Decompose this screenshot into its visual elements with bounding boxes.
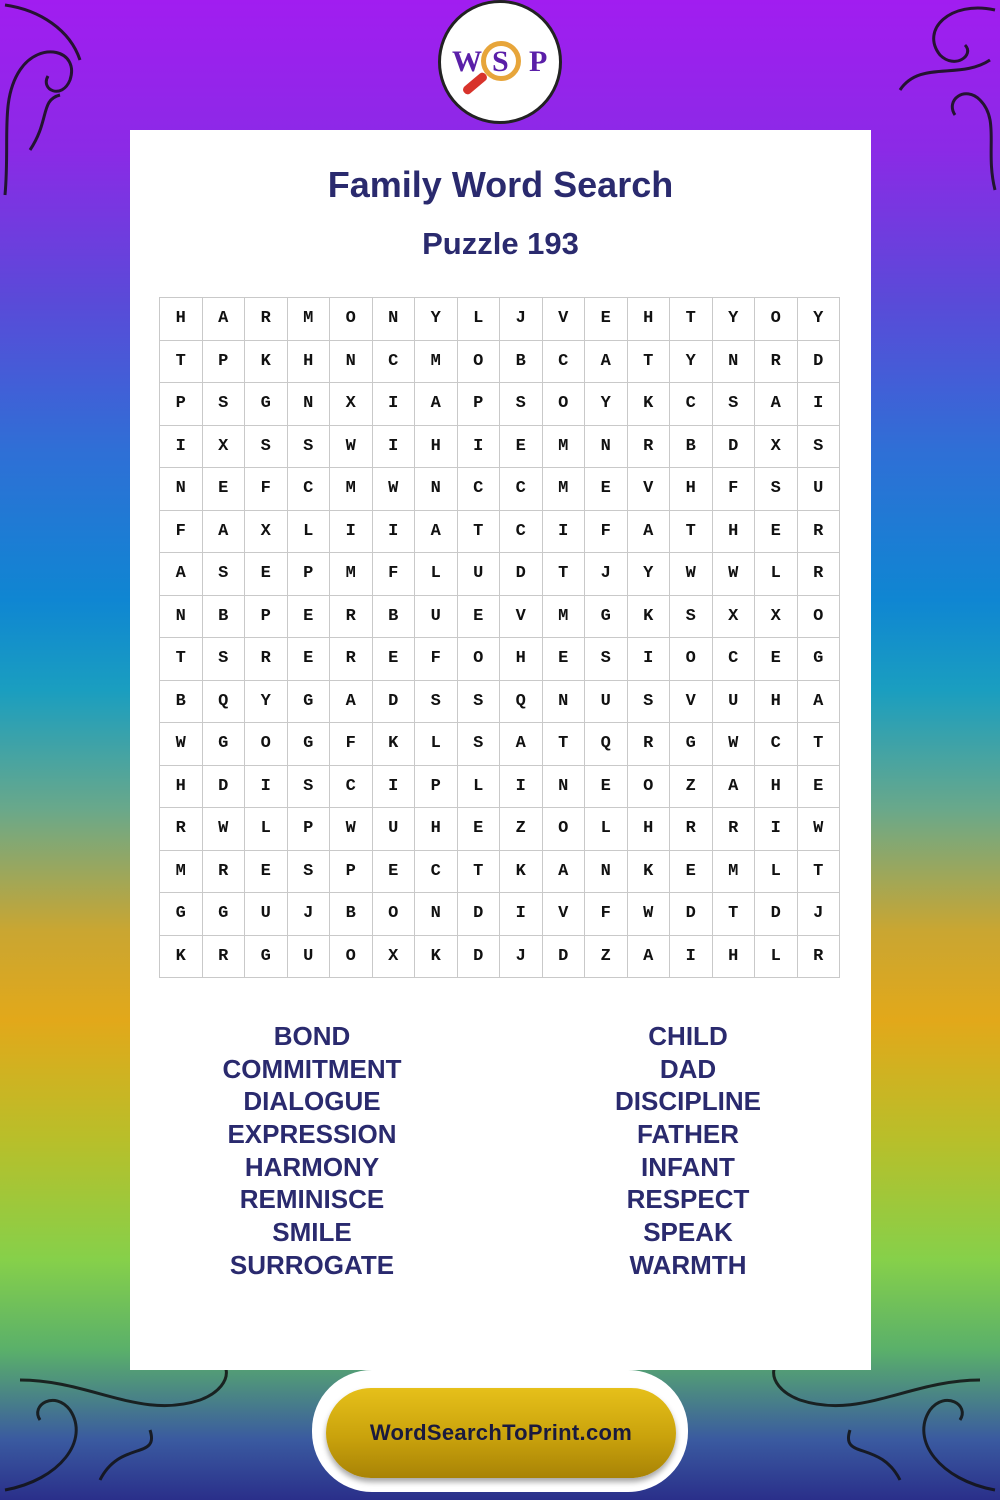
grid-cell[interactable]: D bbox=[458, 936, 501, 979]
grid-cell[interactable]: O bbox=[330, 936, 373, 979]
grid-cell[interactable]: T bbox=[160, 638, 203, 681]
grid-cell[interactable]: U bbox=[798, 468, 841, 511]
grid-cell[interactable]: E bbox=[288, 638, 331, 681]
grid-cell[interactable]: R bbox=[330, 638, 373, 681]
grid-cell[interactable]: P bbox=[160, 383, 203, 426]
grid-cell[interactable]: O bbox=[670, 638, 713, 681]
grid-cell[interactable]: F bbox=[245, 468, 288, 511]
grid-cell[interactable]: J bbox=[288, 893, 331, 936]
grid-cell[interactable]: F bbox=[373, 553, 416, 596]
grid-cell[interactable]: O bbox=[628, 766, 671, 809]
grid-cell[interactable]: A bbox=[713, 766, 756, 809]
grid-cell[interactable]: A bbox=[628, 511, 671, 554]
grid-cell[interactable]: S bbox=[203, 383, 246, 426]
grid-cell[interactable]: E bbox=[543, 638, 586, 681]
word-list-item: DAD bbox=[659, 1053, 717, 1084]
grid-cell[interactable]: S bbox=[288, 426, 331, 469]
grid-cell[interactable]: K bbox=[500, 851, 543, 894]
grid-cell[interactable]: E bbox=[458, 596, 501, 639]
grid-cell[interactable]: A bbox=[798, 681, 841, 724]
grid-cell[interactable]: I bbox=[798, 383, 841, 426]
grid-cell[interactable]: O bbox=[373, 893, 416, 936]
word-list-item: BOND bbox=[273, 1021, 351, 1051]
grid-cell[interactable]: W bbox=[160, 723, 203, 766]
grid-cell[interactable]: K bbox=[628, 596, 671, 639]
grid-cell[interactable]: G bbox=[245, 383, 288, 426]
word-list-item: SPEAK bbox=[643, 1217, 733, 1248]
grid-cell[interactable]: X bbox=[203, 426, 246, 469]
grid-cell[interactable]: N bbox=[415, 468, 458, 511]
grid-cell[interactable]: I bbox=[543, 511, 586, 554]
grid-cell[interactable]: I bbox=[245, 766, 288, 809]
grid-cell[interactable]: E bbox=[203, 468, 246, 511]
grid-cell[interactable]: S bbox=[203, 638, 246, 681]
grid-cell[interactable]: W bbox=[628, 893, 671, 936]
grid-cell[interactable]: T bbox=[543, 553, 586, 596]
word-list-left-column bbox=[162, 1020, 462, 1282]
grid-cell[interactable]: V bbox=[543, 893, 586, 936]
grid-cell[interactable]: H bbox=[288, 341, 331, 384]
grid-cell[interactable]: M bbox=[543, 468, 586, 511]
word-list-item: COMMITMENT bbox=[222, 1053, 402, 1084]
grid-cell[interactable]: F bbox=[585, 893, 628, 936]
grid-cell[interactable]: Y bbox=[798, 298, 841, 341]
grid-cell[interactable]: S bbox=[288, 851, 331, 894]
grid-cell[interactable]: S bbox=[245, 426, 288, 469]
grid-cell[interactable]: R bbox=[713, 808, 756, 851]
grid-cell[interactable]: W bbox=[713, 723, 756, 766]
grid-cell[interactable]: U bbox=[713, 681, 756, 724]
grid-cell[interactable]: T bbox=[458, 851, 501, 894]
logo-letter-p: P bbox=[529, 45, 548, 78]
grid-cell[interactable]: O bbox=[798, 596, 841, 639]
grid-cell[interactable]: J bbox=[798, 893, 841, 936]
word-list-item: DIALOGUE bbox=[243, 1086, 381, 1117]
grid-cell[interactable]: R bbox=[755, 341, 798, 384]
grid-cell[interactable]: E bbox=[245, 553, 288, 596]
grid-cell[interactable]: W bbox=[203, 808, 246, 851]
grid-cell[interactable]: D bbox=[373, 681, 416, 724]
grid-cell[interactable]: D bbox=[203, 766, 246, 809]
grid-cell[interactable]: L bbox=[755, 851, 798, 894]
grid-cell[interactable]: L bbox=[585, 808, 628, 851]
grid-cell[interactable]: T bbox=[670, 298, 713, 341]
grid-cell[interactable]: A bbox=[203, 298, 246, 341]
grid-cell[interactable]: R bbox=[798, 936, 841, 979]
grid-cell[interactable]: K bbox=[245, 341, 288, 384]
grid-cell[interactable]: E bbox=[288, 596, 331, 639]
grid-cell[interactable]: S bbox=[755, 468, 798, 511]
grid-cell[interactable]: D bbox=[755, 893, 798, 936]
grid-cell[interactable]: T bbox=[543, 723, 586, 766]
grid-cell[interactable]: N bbox=[713, 341, 756, 384]
grid-cell[interactable]: U bbox=[585, 681, 628, 724]
word-list-item: DISCIPLINE bbox=[615, 1086, 761, 1117]
grid-cell[interactable]: G bbox=[245, 936, 288, 979]
grid-cell[interactable]: C bbox=[755, 723, 798, 766]
grid-cell[interactable]: U bbox=[415, 596, 458, 639]
grid-cell[interactable]: E bbox=[670, 851, 713, 894]
grid-cell[interactable]: F bbox=[330, 723, 373, 766]
grid-cell[interactable]: H bbox=[415, 426, 458, 469]
grid-cell[interactable]: I bbox=[458, 426, 501, 469]
grid-cell[interactable]: R bbox=[245, 298, 288, 341]
grid-cell[interactable]: R bbox=[670, 808, 713, 851]
grid-cell[interactable]: T bbox=[713, 893, 756, 936]
grid-cell[interactable]: I bbox=[373, 426, 416, 469]
grid-cell[interactable]: K bbox=[628, 851, 671, 894]
grid-cell[interactable]: H bbox=[713, 936, 756, 979]
grid-cell[interactable]: L bbox=[755, 936, 798, 979]
puzzle-panel bbox=[130, 130, 871, 1370]
grid-cell[interactable]: H bbox=[755, 766, 798, 809]
grid-cell[interactable]: X bbox=[755, 426, 798, 469]
grid-cell[interactable]: X bbox=[373, 936, 416, 979]
grid-cell[interactable]: W bbox=[798, 808, 841, 851]
grid-cell[interactable]: C bbox=[415, 851, 458, 894]
grid-cell[interactable]: L bbox=[458, 766, 501, 809]
grid-cell[interactable]: I bbox=[373, 511, 416, 554]
grid-cell[interactable]: A bbox=[415, 383, 458, 426]
grid-cell[interactable]: F bbox=[160, 511, 203, 554]
grid-cell[interactable]: S bbox=[415, 681, 458, 724]
grid-cell[interactable]: H bbox=[670, 468, 713, 511]
grid-cell[interactable]: C bbox=[713, 638, 756, 681]
grid-cell[interactable]: J bbox=[500, 298, 543, 341]
grid-cell[interactable]: N bbox=[415, 893, 458, 936]
grid-cell[interactable]: Q bbox=[585, 723, 628, 766]
grid-cell[interactable]: B bbox=[373, 596, 416, 639]
grid-cell[interactable]: Q bbox=[500, 681, 543, 724]
word-list-right-column bbox=[538, 1020, 838, 1282]
grid-cell[interactable]: E bbox=[585, 766, 628, 809]
grid-cell[interactable]: G bbox=[670, 723, 713, 766]
grid-cell[interactable]: E bbox=[755, 511, 798, 554]
grid-cell[interactable]: N bbox=[543, 766, 586, 809]
grid-cell[interactable]: B bbox=[500, 341, 543, 384]
grid-cell[interactable]: M bbox=[543, 596, 586, 639]
grid-cell[interactable]: X bbox=[755, 596, 798, 639]
logo-letter-w: W bbox=[452, 45, 482, 78]
grid-cell[interactable]: O bbox=[330, 298, 373, 341]
grid-cell[interactable]: E bbox=[798, 766, 841, 809]
grid-cell[interactable]: F bbox=[415, 638, 458, 681]
grid-cell[interactable]: X bbox=[713, 596, 756, 639]
grid-cell[interactable]: E bbox=[585, 298, 628, 341]
grid-cell[interactable]: R bbox=[330, 596, 373, 639]
grid-cell[interactable]: H bbox=[755, 681, 798, 724]
grid-cell[interactable]: S bbox=[798, 426, 841, 469]
corner-ornament-top-left bbox=[0, 0, 140, 200]
grid-cell[interactable]: L bbox=[458, 298, 501, 341]
grid-cell[interactable]: R bbox=[203, 851, 246, 894]
website-label: WordSearchToPrint.com bbox=[369, 1420, 633, 1445]
letter-grid bbox=[159, 297, 840, 978]
grid-cell[interactable]: S bbox=[500, 383, 543, 426]
grid-cell[interactable]: S bbox=[713, 383, 756, 426]
grid-cell[interactable]: O bbox=[755, 298, 798, 341]
grid-cell[interactable]: K bbox=[373, 723, 416, 766]
word-list-item: RESPECT bbox=[626, 1184, 750, 1215]
grid-cell[interactable]: H bbox=[415, 808, 458, 851]
grid-cell[interactable]: P bbox=[415, 766, 458, 809]
grid-cell[interactable]: H bbox=[628, 808, 671, 851]
grid-cell[interactable]: A bbox=[160, 553, 203, 596]
grid-cell[interactable]: O bbox=[458, 638, 501, 681]
word-list-item: CHILD bbox=[648, 1021, 728, 1051]
grid-cell[interactable]: B bbox=[330, 893, 373, 936]
grid-cell[interactable]: F bbox=[585, 511, 628, 554]
grid-cell[interactable]: W bbox=[670, 553, 713, 596]
grid-cell[interactable]: A bbox=[755, 383, 798, 426]
website-button[interactable] bbox=[326, 1388, 676, 1478]
grid-cell[interactable]: D bbox=[543, 936, 586, 979]
grid-cell[interactable]: N bbox=[160, 468, 203, 511]
grid-cell[interactable]: P bbox=[330, 851, 373, 894]
grid-cell[interactable]: L bbox=[288, 511, 331, 554]
grid-cell[interactable]: A bbox=[585, 341, 628, 384]
grid-cell[interactable]: P bbox=[458, 383, 501, 426]
grid-cell[interactable]: Y bbox=[415, 298, 458, 341]
grid-cell[interactable]: G bbox=[203, 723, 246, 766]
grid-cell[interactable]: Y bbox=[628, 553, 671, 596]
grid-cell[interactable]: E bbox=[500, 426, 543, 469]
logo-letter-s: S bbox=[492, 45, 509, 78]
grid-cell[interactable]: G bbox=[160, 893, 203, 936]
grid-cell[interactable]: I bbox=[373, 766, 416, 809]
grid-cell[interactable]: S bbox=[458, 723, 501, 766]
word-list-item: REMINISCE bbox=[239, 1184, 385, 1215]
grid-cell[interactable]: Z bbox=[585, 936, 628, 979]
grid-cell[interactable]: N bbox=[330, 341, 373, 384]
grid-cell[interactable]: H bbox=[628, 298, 671, 341]
grid-cell[interactable]: W bbox=[330, 808, 373, 851]
grid-cell[interactable]: R bbox=[245, 638, 288, 681]
grid-cell[interactable]: A bbox=[628, 936, 671, 979]
grid-cell[interactable]: M bbox=[543, 426, 586, 469]
grid-cell[interactable]: H bbox=[160, 298, 203, 341]
grid-cell[interactable]: B bbox=[203, 596, 246, 639]
grid-cell[interactable]: Z bbox=[670, 766, 713, 809]
grid-cell[interactable]: H bbox=[160, 766, 203, 809]
grid-cell[interactable]: N bbox=[585, 851, 628, 894]
grid-cell[interactable]: C bbox=[330, 766, 373, 809]
grid-cell[interactable]: C bbox=[458, 468, 501, 511]
grid-cell[interactable]: D bbox=[670, 893, 713, 936]
grid-cell[interactable]: M bbox=[713, 851, 756, 894]
grid-cell[interactable]: S bbox=[458, 681, 501, 724]
grid-cell[interactable]: F bbox=[713, 468, 756, 511]
grid-cell[interactable]: E bbox=[373, 851, 416, 894]
grid-cell[interactable]: R bbox=[160, 808, 203, 851]
grid-cell[interactable]: J bbox=[585, 553, 628, 596]
grid-cell[interactable]: N bbox=[288, 383, 331, 426]
grid-cell[interactable]: C bbox=[500, 468, 543, 511]
grid-cell[interactable]: P bbox=[288, 553, 331, 596]
grid-cell[interactable]: S bbox=[288, 766, 331, 809]
grid-cell[interactable]: E bbox=[373, 638, 416, 681]
page-title: Family Word Search bbox=[327, 164, 674, 205]
grid-cell[interactable]: K bbox=[415, 936, 458, 979]
grid-cell[interactable]: Q bbox=[203, 681, 246, 724]
grid-cell[interactable]: D bbox=[458, 893, 501, 936]
word-list-item: SMILE bbox=[272, 1217, 352, 1248]
grid-cell[interactable]: O bbox=[543, 383, 586, 426]
grid-cell[interactable]: L bbox=[755, 553, 798, 596]
grid-cell[interactable]: D bbox=[713, 426, 756, 469]
word-list-item: INFANT bbox=[641, 1151, 735, 1182]
grid-cell[interactable]: M bbox=[330, 468, 373, 511]
grid-cell[interactable]: I bbox=[500, 766, 543, 809]
grid-cell[interactable]: Z bbox=[500, 808, 543, 851]
grid-cell[interactable]: L bbox=[415, 553, 458, 596]
grid-cell[interactable]: I bbox=[755, 808, 798, 851]
grid-cell[interactable]: I bbox=[330, 511, 373, 554]
grid-cell[interactable]: W bbox=[713, 553, 756, 596]
grid-cell[interactable]: G bbox=[798, 638, 841, 681]
grid-cell[interactable]: X bbox=[330, 383, 373, 426]
grid-cell[interactable]: O bbox=[245, 723, 288, 766]
grid-cell[interactable]: E bbox=[585, 468, 628, 511]
grid-cell[interactable]: B bbox=[160, 681, 203, 724]
grid-cell[interactable]: S bbox=[203, 553, 246, 596]
grid-cell[interactable]: I bbox=[160, 426, 203, 469]
grid-cell[interactable]: G bbox=[288, 723, 331, 766]
grid-cell[interactable]: H bbox=[500, 638, 543, 681]
grid-cell[interactable]: K bbox=[628, 383, 671, 426]
puzzle-number: Puzzle 193 bbox=[422, 226, 579, 261]
grid-cell[interactable]: I bbox=[500, 893, 543, 936]
grid-cell[interactable]: R bbox=[203, 936, 246, 979]
grid-cell[interactable]: I bbox=[628, 638, 671, 681]
grid-cell[interactable]: D bbox=[798, 341, 841, 384]
grid-cell[interactable]: T bbox=[670, 511, 713, 554]
grid-cell[interactable]: N bbox=[543, 681, 586, 724]
grid-cell[interactable]: T bbox=[628, 341, 671, 384]
grid-cell[interactable]: P bbox=[203, 341, 246, 384]
grid-cell[interactable]: M bbox=[160, 851, 203, 894]
grid-cell[interactable]: K bbox=[160, 936, 203, 979]
grid-cell[interactable]: B bbox=[670, 426, 713, 469]
grid-cell[interactable]: T bbox=[798, 723, 841, 766]
grid-cell[interactable]: S bbox=[585, 638, 628, 681]
grid-cell[interactable]: T bbox=[798, 851, 841, 894]
grid-cell[interactable]: W bbox=[330, 426, 373, 469]
grid-cell[interactable]: H bbox=[713, 511, 756, 554]
word-list-item: WARMTH bbox=[629, 1249, 747, 1280]
grid-cell[interactable]: A bbox=[203, 511, 246, 554]
grid-cell[interactable]: T bbox=[160, 341, 203, 384]
grid-cell[interactable]: M bbox=[415, 341, 458, 384]
grid-cell[interactable]: V bbox=[670, 681, 713, 724]
grid-cell[interactable]: Y bbox=[713, 298, 756, 341]
grid-cell[interactable]: D bbox=[500, 553, 543, 596]
grid-cell[interactable]: M bbox=[330, 553, 373, 596]
grid-cell[interactable]: E bbox=[458, 808, 501, 851]
grid-cell[interactable]: E bbox=[755, 638, 798, 681]
grid-cell[interactable]: N bbox=[585, 426, 628, 469]
grid-cell[interactable]: C bbox=[543, 341, 586, 384]
grid-cell[interactable]: G bbox=[585, 596, 628, 639]
grid-cell[interactable]: E bbox=[245, 851, 288, 894]
wsp-logo bbox=[438, 0, 562, 124]
grid-cell[interactable]: A bbox=[500, 723, 543, 766]
grid-cell[interactable]: C bbox=[288, 468, 331, 511]
grid-cell[interactable]: L bbox=[245, 808, 288, 851]
grid-cell[interactable]: X bbox=[245, 511, 288, 554]
grid-cell[interactable]: S bbox=[670, 596, 713, 639]
grid-cell[interactable]: N bbox=[160, 596, 203, 639]
grid-cell[interactable]: S bbox=[628, 681, 671, 724]
grid-cell[interactable]: R bbox=[628, 426, 671, 469]
grid-cell[interactable]: I bbox=[373, 383, 416, 426]
word-list-item: EXPRESSION bbox=[227, 1119, 397, 1150]
grid-cell[interactable]: U bbox=[245, 893, 288, 936]
grid-cell[interactable]: L bbox=[415, 723, 458, 766]
grid-cell[interactable]: P bbox=[288, 808, 331, 851]
grid-cell[interactable]: U bbox=[373, 808, 416, 851]
grid-cell[interactable]: O bbox=[458, 341, 501, 384]
grid-cell[interactable]: C bbox=[500, 511, 543, 554]
grid-cell[interactable]: V bbox=[543, 298, 586, 341]
grid-cell[interactable]: P bbox=[245, 596, 288, 639]
grid-cell[interactable]: R bbox=[798, 511, 841, 554]
grid-cell[interactable]: M bbox=[288, 298, 331, 341]
word-list-item: SURROGATE bbox=[229, 1249, 395, 1280]
grid-cell[interactable]: T bbox=[458, 511, 501, 554]
grid-cell[interactable]: A bbox=[415, 511, 458, 554]
grid-cell[interactable]: O bbox=[543, 808, 586, 851]
grid-cell[interactable]: C bbox=[670, 383, 713, 426]
grid-cell[interactable]: G bbox=[288, 681, 331, 724]
grid-cell[interactable]: V bbox=[500, 596, 543, 639]
grid-cell[interactable]: G bbox=[203, 893, 246, 936]
grid-cell[interactable]: C bbox=[373, 341, 416, 384]
grid-cell[interactable]: U bbox=[458, 553, 501, 596]
grid-cell[interactable]: Y bbox=[245, 681, 288, 724]
grid-cell[interactable]: I bbox=[670, 936, 713, 979]
grid-cell[interactable]: R bbox=[628, 723, 671, 766]
grid-cell[interactable]: Y bbox=[585, 383, 628, 426]
grid-cell[interactable]: V bbox=[628, 468, 671, 511]
grid-cell[interactable]: N bbox=[373, 298, 416, 341]
word-list-item: HARMONY bbox=[244, 1151, 380, 1182]
grid-cell[interactable]: J bbox=[500, 936, 543, 979]
grid-cell[interactable]: A bbox=[330, 681, 373, 724]
grid-cell[interactable]: U bbox=[288, 936, 331, 979]
word-list-item: FATHER bbox=[636, 1119, 740, 1150]
grid-cell[interactable]: R bbox=[798, 553, 841, 596]
grid-cell[interactable]: Y bbox=[670, 341, 713, 384]
grid-cell[interactable]: W bbox=[373, 468, 416, 511]
grid-cell[interactable]: A bbox=[543, 851, 586, 894]
